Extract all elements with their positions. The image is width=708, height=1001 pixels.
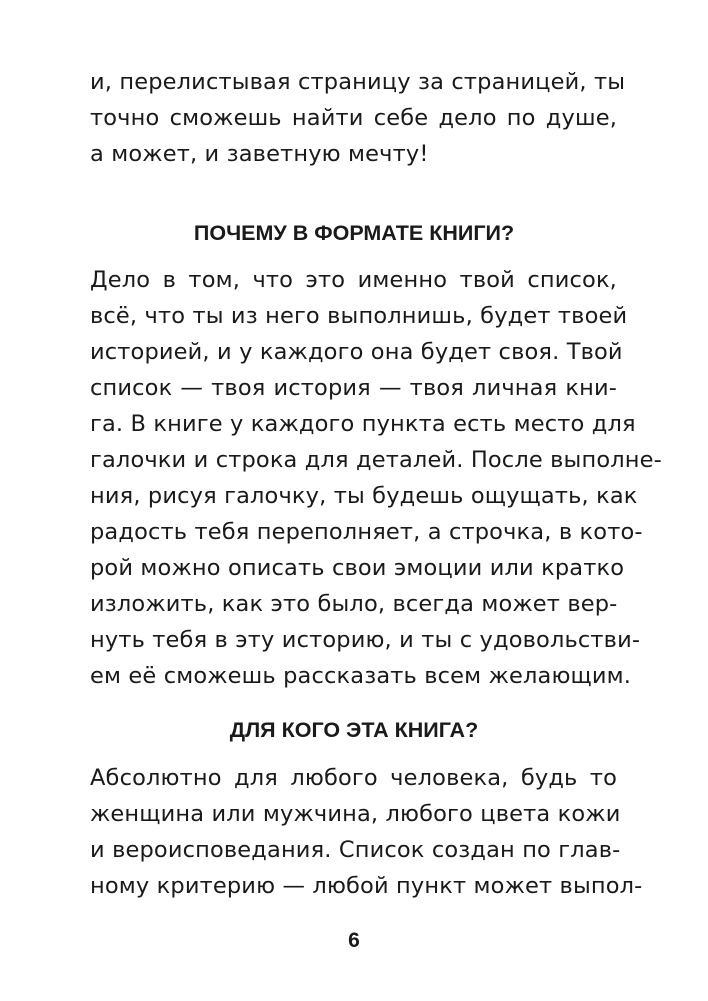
paragraph-line: ному критерию — любой пункт может выпол- <box>90 873 643 899</box>
paragraph-line: нуть тебя в эту историю, и ты с удовольстви- <box>90 627 641 653</box>
paragraph-line: рой можно описать свои эмоции или кратко <box>90 555 625 581</box>
page-number: 6 <box>348 929 360 952</box>
paragraph-line: га. В книге у каждого пункта есть место для <box>90 411 636 437</box>
paragraph-line: Дело в том, что это именно твой список, <box>90 267 617 293</box>
paragraph-line: Абсолютно для любого человека, будь то <box>90 765 617 791</box>
paragraph-line: ния, рисуя галочку, ты будешь ощущать, как <box>90 483 638 509</box>
paragraph-line: радость тебя переполняет, а строчка, в кото- <box>90 519 643 545</box>
paragraph-line: ем её сможешь рассказать всем желающим. <box>90 663 632 689</box>
paragraph-line: точно сможешь найти себе дело по душе, <box>90 105 617 131</box>
paragraph-line: и вероисповедания. Список создан по глав- <box>90 837 621 863</box>
section-heading-why-book: ПОЧЕМУ В ФОРМАТЕ КНИГИ? <box>193 221 515 245</box>
paragraph-line: женщина или мужчина, любого цвета кожи <box>90 801 621 827</box>
paragraph-line: всё, что ты из него выполнишь, будет твоей <box>90 303 628 329</box>
paragraph-line: список — твоя история — твоя личная кни- <box>90 375 617 401</box>
paragraph-line: галочки и строка для деталей. После выполне- <box>90 447 662 473</box>
paragraph-line: и, перелистывая страницу за страницей, ты <box>90 69 626 95</box>
section-heading-for-whom: ДЛЯ КОГО ЭТА КНИГА? <box>229 718 479 742</box>
paragraph-line: историей, и у каждого она будет своя. Твой <box>90 339 623 365</box>
paragraph-line: изложить, как это было, всегда может вер- <box>90 591 618 617</box>
paragraph-line: а может, и заветную мечту! <box>90 141 429 167</box>
